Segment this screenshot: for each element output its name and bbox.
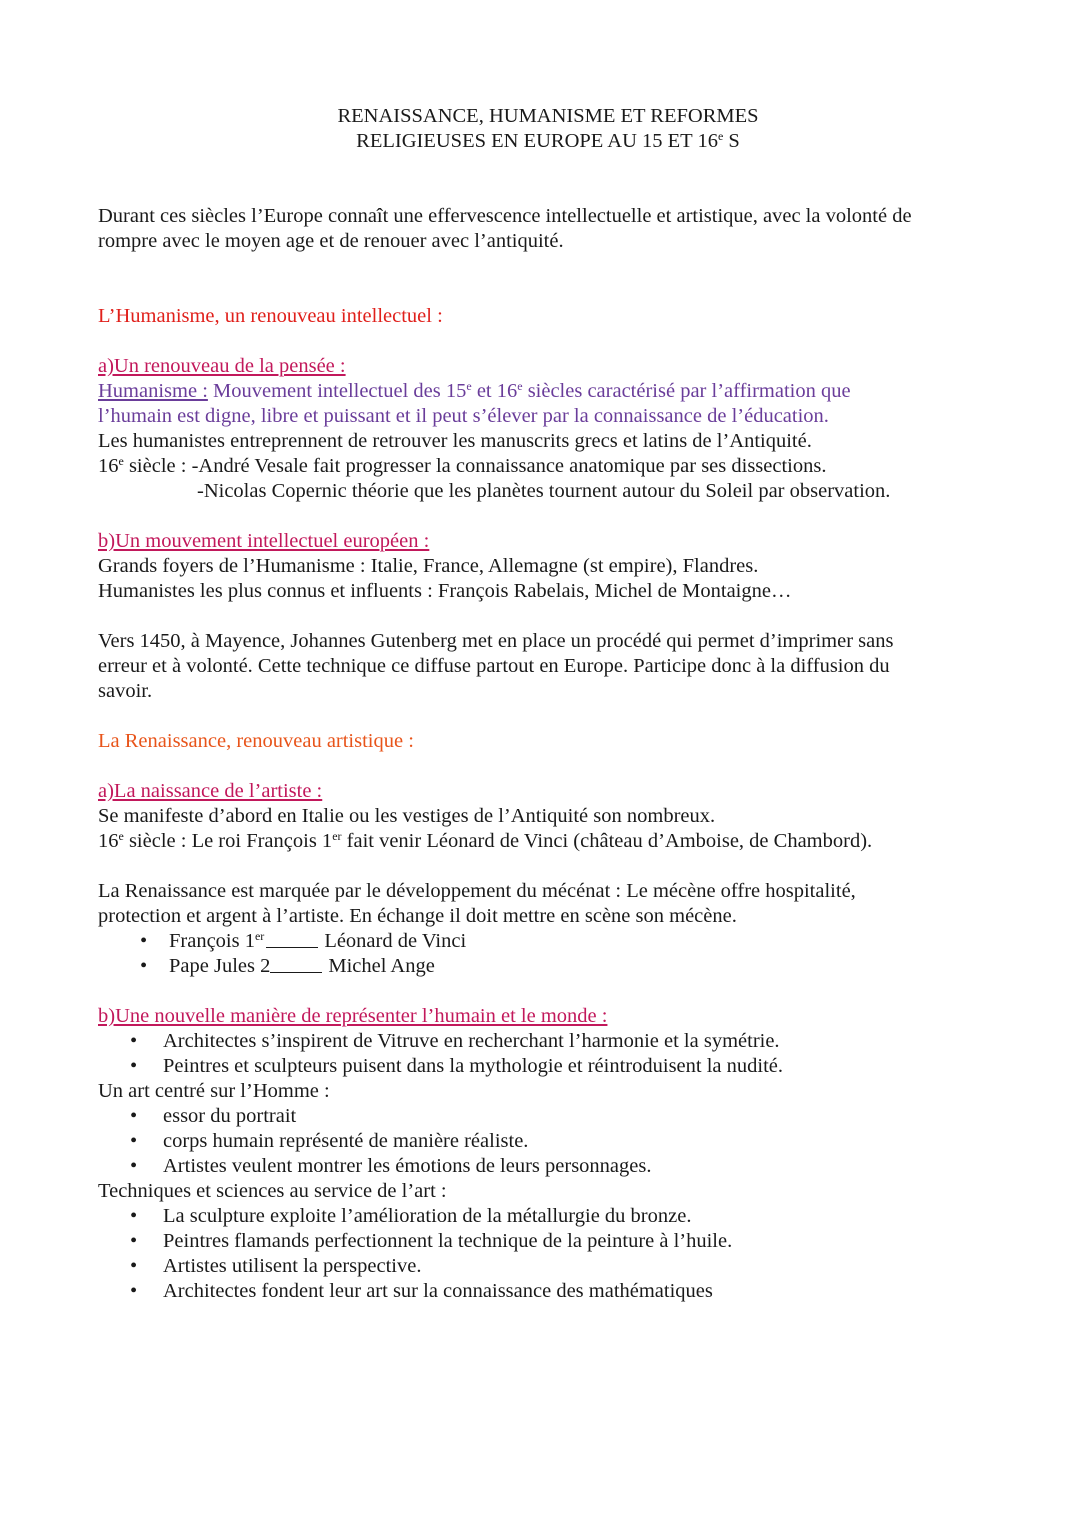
section-heading-humanisme: L’Humanisme, un renouveau intellectuel : xyxy=(98,305,443,327)
list-item: • Architectes s’inspirent de Vitruve en recherchant l’harmonie et la symétrie. xyxy=(98,1029,988,1054)
title-line-1: RENAISSANCE, HUMANISME ET REFORMES xyxy=(337,105,759,127)
subheading-renouveau-pensee: a)Un renouveau de la pensée : xyxy=(98,355,346,377)
list-item: • Architectes fondent leur art sur la connaissance des mathématiques xyxy=(98,1279,988,1304)
list-item: • La sculpture exploite l’amélioration de la métallurgie du bronze. xyxy=(98,1204,988,1229)
list-item: • corps humain représenté de manière réaliste. xyxy=(98,1129,988,1154)
document-page xyxy=(98,104,988,1304)
list-item: • Artistes veulent montrer les émotions de leurs personnages. xyxy=(98,1154,988,1179)
list-item: • Artistes utilisent la perspective. xyxy=(98,1254,988,1279)
list-item: • François 1er Léonard de Vinci xyxy=(98,929,988,954)
list-item: • Peintres flamands perfectionnent la technique de la peinture à l’huile. xyxy=(98,1229,988,1254)
list-item: • Pape Jules 2 Michel Ange xyxy=(98,954,988,979)
blank-line xyxy=(266,929,318,948)
subsection-renouveau-pensee: a)Un renouveau de la pensée : Humanisme : Mouvement intellectuel des 15e et 16e siècles caractérisé par l’affirmation que l’humain est digne, libre et puissant et il peut s’élever par la connaissance de l’éducation. Les humanistes entreprennent de retrouver les manuscrits grecs et latins de l’Antiquité. 16e siècle : -André Vesale fait progresser la connaissance anatomique par ses dissections. -Nicolas Copernic théorie que les planètes tournent autour du Soleil par observation. xyxy=(98,354,988,504)
bullet-list-art-homme xyxy=(98,1104,988,1179)
gutenberg-paragraph: Vers 1450, à Mayence, Johannes Gutenberg met en place un procédé qui permet d’imprimer sans erreur et à volonté. Cette technique ce diffuse partout en Europe. Participe donc à la diffusion du savoir. xyxy=(98,630,894,702)
blank-line xyxy=(270,954,322,973)
subsection-naissance-artiste: a)La naissance de l’artiste : Se manifeste d’abord en Italie ou les vestiges de l’Antiquité son nombreux. 16e siècle : Le roi François 1er fait venir Léonard de Vinci (château d’Amboise, de Chambord). xyxy=(98,779,988,854)
intro-paragraph: Durant ces siècles l’Europe connaît une effervescence intellectuelle et artistique, avec la volonté de rompre avec le moyen age et de renouer avec l’antiquité. xyxy=(98,205,912,252)
mecenat-pairs-list xyxy=(98,929,988,979)
mecenat-paragraph: La Renaissance est marquée par le développement du mécénat : Le mécène offre hospitalité, protection et argent à l’artiste. En échange il doit mettre en scène son mécène. • François 1er Léonard de Vinci • Pape Jules 2 Michel Ange xyxy=(98,879,988,979)
subheading-naissance-artiste: a)La naissance de l’artiste : xyxy=(98,780,323,802)
subsection-nouvelle-maniere: b)Une nouvelle manière de représenter l’humain et le monde : • Architectes s’inspirent de Vitruve en recherchant l’harmonie et la symétrie. • Peintres et sculpteurs puisent dans la mythologie et réintroduisent la nudité. Un art centré sur l’Homme : • essor du portrait • corps humain représenté de manière réaliste. • Artistes veulent montrer les émotions de leurs personnages. Techniques et sciences au service de l’art : • La sculpture exploite l’amélioration de la métallurgie du bronze. • Peintres flamands perfectionnent la technique de la peinture à l’huile. • Artistes utilisent la perspective. • Architectes fondent leur art sur la connaissance des mathématiques xyxy=(98,1004,988,1304)
section-heading-renaissance: La Renaissance, renouveau artistique : xyxy=(98,730,414,752)
bullet-list-architectes xyxy=(98,1029,988,1079)
subheading-nouvelle-maniere: b)Une nouvelle manière de représenter l’humain et le monde : xyxy=(98,1005,608,1027)
subsection-mouvement-europeen: b)Un mouvement intellectuel européen : Grands foyers de l’Humanisme : Italie, France, Allemagne (st empire), Flandres. Humanistes les plus connus et influents : François Rabelais, Michel de Montaigne… xyxy=(98,529,988,604)
subheading-mouvement-europeen: b)Un mouvement intellectuel européen : xyxy=(98,530,430,552)
list-item: • essor du portrait xyxy=(98,1104,988,1129)
title-line-2: RELIGIEUSES EN EUROPE AU 15 ET 16e S xyxy=(356,129,740,152)
list-item: • Peintres et sculpteurs puisent dans la mythologie et réintroduisent la nudité. xyxy=(98,1054,988,1079)
bullet-list-techniques xyxy=(98,1204,988,1304)
definition-humanisme: Humanisme : Mouvement intellectuel des 15e et 16e siècles caractérisé par l’affirmation que xyxy=(98,379,851,402)
document-title xyxy=(108,104,988,154)
